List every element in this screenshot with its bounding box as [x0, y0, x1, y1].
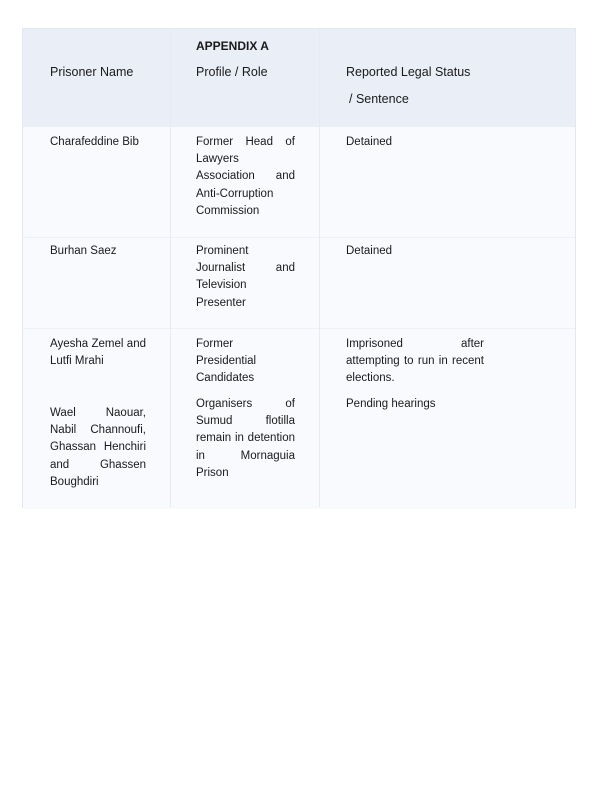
row-3-name: Ayesha Zemel and Lutfi Mrahi: [50, 338, 146, 368]
header-legal-status-line1: Reported Legal Status: [346, 65, 471, 79]
row-1-status: Detained: [346, 136, 393, 148]
row-2-status: Detained: [346, 245, 393, 257]
header-legal-status-line2: / Sentence: [349, 92, 409, 107]
row-divider: [23, 328, 575, 329]
row-2-role: Prominent Journalist and Television Presenter: [196, 245, 295, 309]
header-legal-status: [346, 64, 470, 108]
row-1-name: Charafeddine Bib: [50, 136, 139, 148]
row-4-role: Organisers of Sumud flotilla remain in detention in Mornaguia Prison: [196, 398, 295, 479]
header-profile-role: Profile / Role: [196, 65, 268, 79]
row-3-role: Former Presidential Candidates: [196, 338, 257, 385]
row-4-name: Wael Naouar, Nabil Channoufi, Ghassan Henchiri and Ghassen Boughdiri: [50, 407, 146, 488]
appendix-table: [22, 28, 576, 508]
row-1-role: Former Head of Lawyers Association and Anti-Corruption Commission: [196, 136, 295, 217]
appendix-title: APPENDIX A: [196, 39, 269, 53]
column-divider: [319, 29, 320, 507]
row-divider: [23, 237, 575, 238]
row-3-status: Imprisoned after attempting to run in recent elections.: [346, 338, 484, 385]
header-prisoner-name: Prisoner Name: [50, 65, 134, 79]
row-4-status: Pending hearings: [346, 398, 436, 410]
row-2-name: Burhan Saez: [50, 245, 117, 257]
column-divider: [170, 29, 171, 507]
